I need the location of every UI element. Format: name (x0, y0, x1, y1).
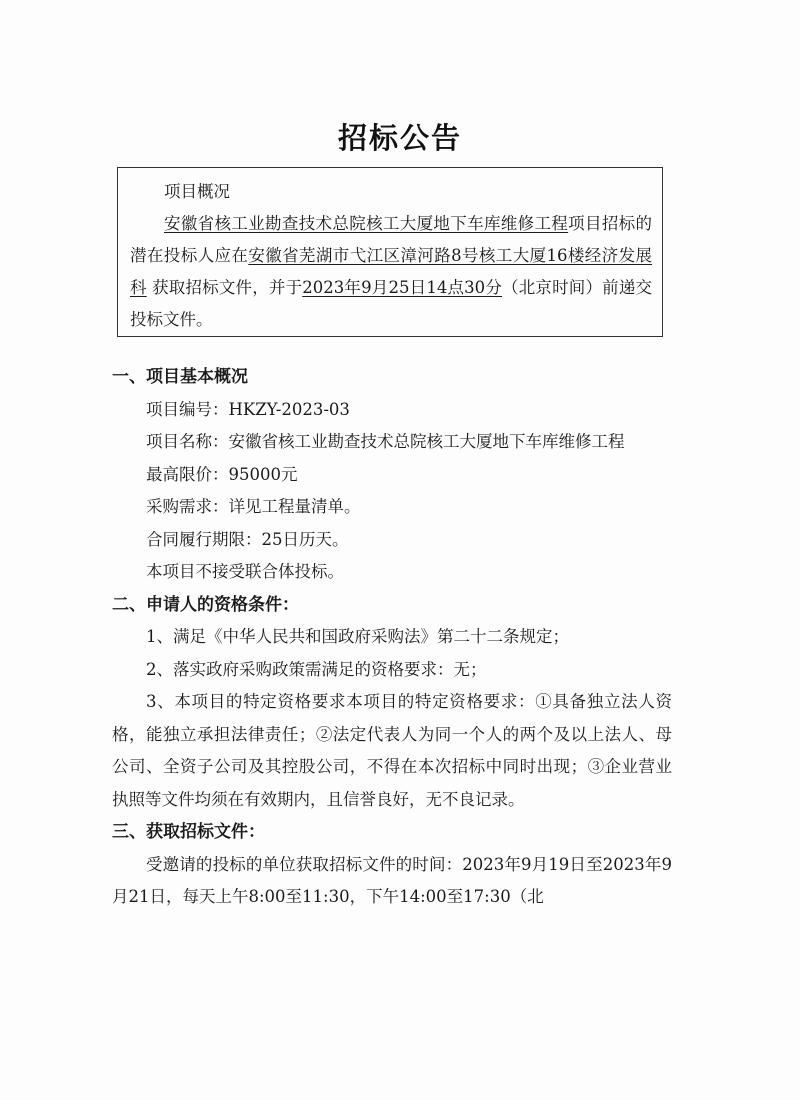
contract-period: 合同履行期限：25日历天。 (146, 529, 349, 549)
qualification-item-2: 2、落实政府采购政策需满足的资格要求：无； (146, 659, 487, 679)
section1-heading: 一、项目基本概况 (112, 367, 248, 387)
document-acquisition-time: 受邀请的投标的单位获取招标文件的时间：2023年9月19日至2023年9月21日，每天上午8:00至11:30，下午14:00至17:30（北 (112, 854, 672, 906)
deadline-underlined: 2023年9月25日14点30分 (302, 278, 503, 297)
consortium-note: 本项目不接受联合体投标。 (146, 562, 344, 581)
section3-heading: 三、获取招标文件： (112, 822, 265, 842)
document-body (112, 361, 672, 914)
project-overview-box (117, 167, 663, 337)
section2-heading: 二、申请人的资格条件： (112, 594, 299, 615)
page-title: 招标公告 (337, 121, 462, 155)
location-underlined: 安徽省芜湖市弋江区漳河路8号核工大厦16楼经济发展科 (130, 246, 653, 297)
overview-label: 项目概况 (164, 182, 230, 201)
project-name: 项目名称：安徽省核工业勘查技术总院核工大厦地下车库维修工程 (146, 432, 625, 451)
overview-paragraph (130, 208, 652, 336)
procurement-needs: 采购需求：详见工程量清单。 (146, 497, 361, 516)
overview-text-3: （北京时间）前递交投标文件。 (130, 278, 652, 329)
project-number: 项目编号：HKZY-2023-03 (146, 399, 350, 419)
qualification-item-1: 1、满足《中华人民共和国政府采购法》第二十二条规定； (146, 627, 569, 646)
qualification-item-3: 3、本项目的特定资格要求本项目的特定资格要求：①具备独立法人资格，能独立承担法律责任；②法定代表人为同一个人的两个及以上法人、母公司、全资子公司及其控股公司，不得在本次招标中同时出现；③企业营业执照等文件均须在有效期内，且信誉良好，无不良记录。 (112, 692, 672, 809)
max-price: 最高限价：95000元 (146, 464, 298, 484)
overview-text-2: 获取招标文件，并于 (146, 278, 303, 297)
project-name-underlined: 安徽省核工业勘查技术总院核工大厦地下车库维修工程 (164, 214, 569, 233)
overview-text-1: 项目招标的潜在投标人应在 (130, 214, 653, 265)
